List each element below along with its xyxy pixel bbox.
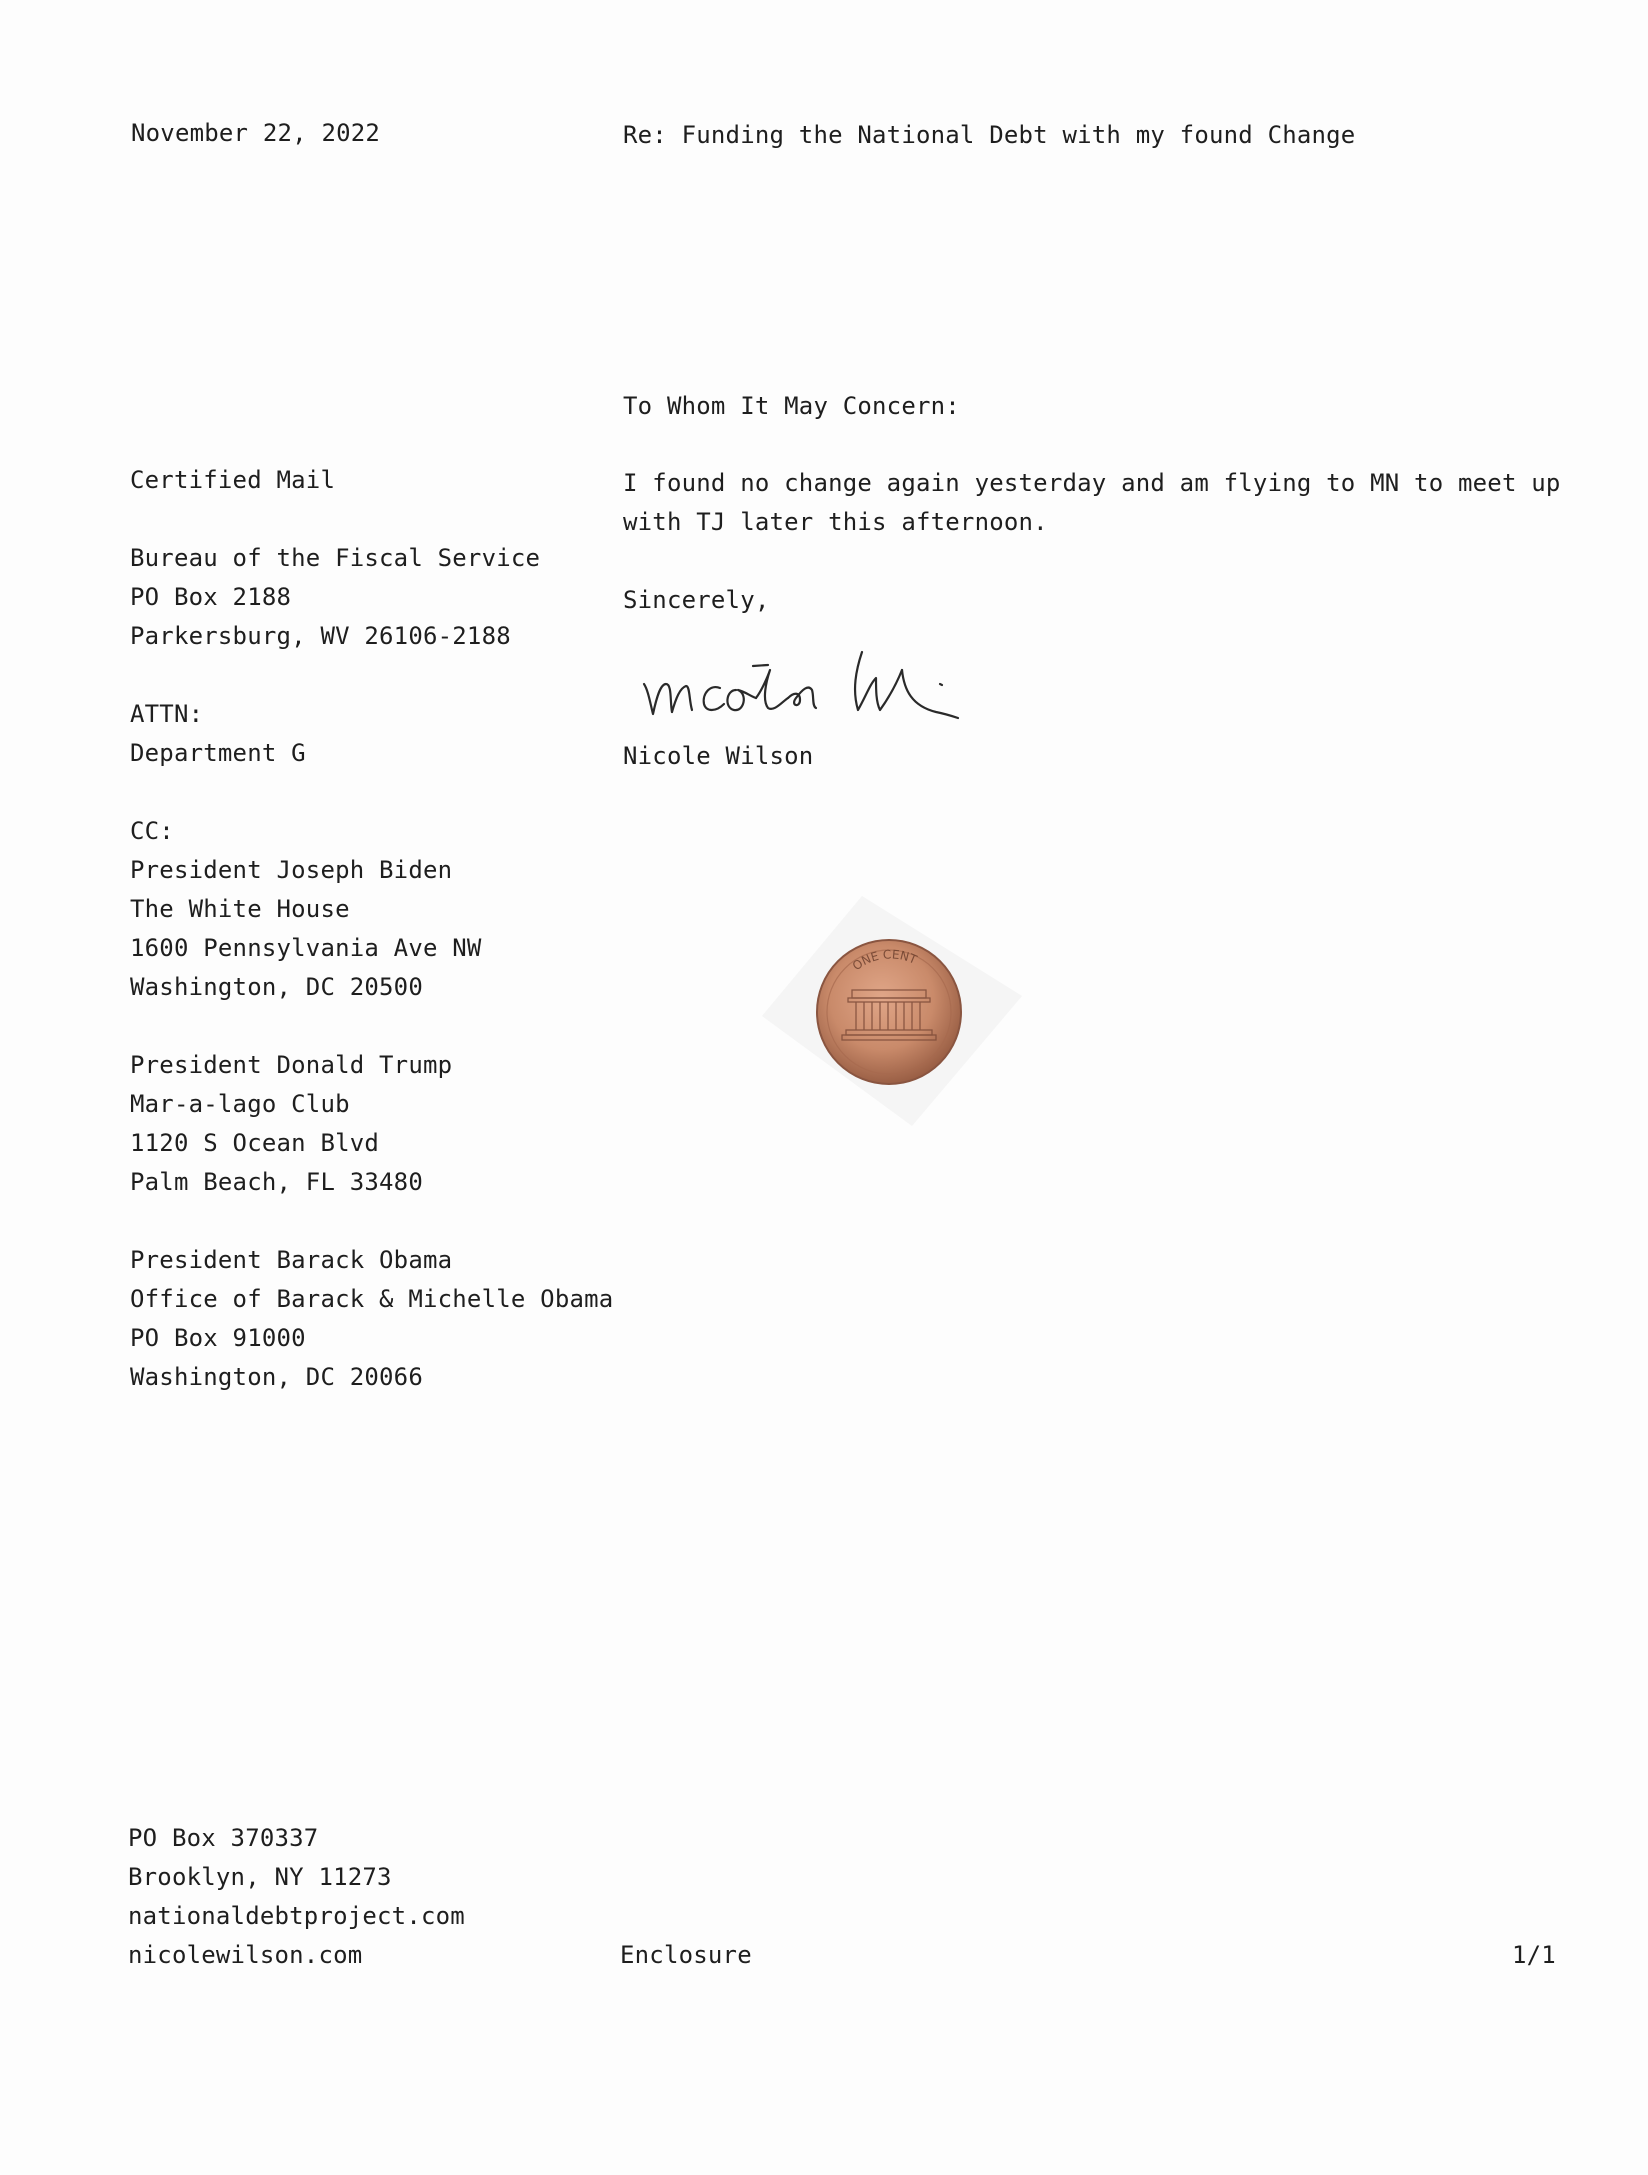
sender-address: [128, 1819, 465, 1975]
signer-name: Nicole Wilson: [623, 742, 814, 770]
recipient-address-line: Parkersburg, WV 26106-2188: [130, 622, 511, 650]
cc-recipient-name: President Barack Obama: [130, 1246, 453, 1274]
sender-website: nationaldebtproject.com: [128, 1902, 465, 1930]
recipient-block: [130, 461, 613, 1397]
body-line: I found no change again yesterday and am flying to MN to meet up: [623, 469, 1561, 497]
cc-recipient-name: President Donald Trump: [130, 1051, 453, 1079]
page-number: 1/1: [1512, 1941, 1556, 1969]
cc-label: CC:: [130, 817, 174, 845]
cc-address-line: PO Box 91000: [130, 1324, 306, 1352]
cc-address-line: Washington, DC 20500: [130, 973, 423, 1001]
body-line: with TJ later this afternoon.: [623, 508, 1048, 536]
enclosed-penny: [752, 886, 1027, 1136]
cc-address-line: The White House: [130, 895, 350, 923]
handwritten-signature: [640, 640, 970, 735]
cc-address-line: 1120 S Ocean Blvd: [130, 1129, 380, 1157]
cc-address-line: Office of Barack & Michelle Obama: [130, 1285, 614, 1313]
recipient-address-line: PO Box 2188: [130, 583, 292, 611]
sender-address-line: PO Box 370337: [128, 1824, 319, 1852]
cc-address-line: 1600 Pennsylvania Ave NW: [130, 934, 482, 962]
salutation: To Whom It May Concern:: [623, 392, 960, 420]
sender-address-line: Brooklyn, NY 11273: [128, 1863, 392, 1891]
cc-address-line: Washington, DC 20066: [130, 1363, 423, 1391]
coin-inscription: ONE CENT: [849, 947, 919, 974]
attn-value: Department G: [130, 739, 306, 767]
delivery-method: Certified Mail: [130, 466, 336, 494]
letter-date: November 22, 2022: [131, 119, 381, 147]
attn-label: ATTN:: [130, 700, 204, 728]
letter-body: [623, 464, 1561, 542]
penny-coin-icon: [752, 886, 1027, 1136]
cc-address-line: Palm Beach, FL 33480: [130, 1168, 423, 1196]
cc-recipient-name: President Joseph Biden: [130, 856, 453, 884]
recipient-name: Bureau of the Fiscal Service: [130, 544, 541, 572]
sender-website: nicolewilson.com: [128, 1941, 363, 1969]
cc-address-line: Mar-a-lago Club: [130, 1090, 350, 1118]
enclosure-label: Enclosure: [620, 1941, 752, 1969]
closing: Sincerely,: [623, 586, 770, 614]
letter-subject: Re: Funding the National Debt with my found Change: [623, 121, 1356, 149]
